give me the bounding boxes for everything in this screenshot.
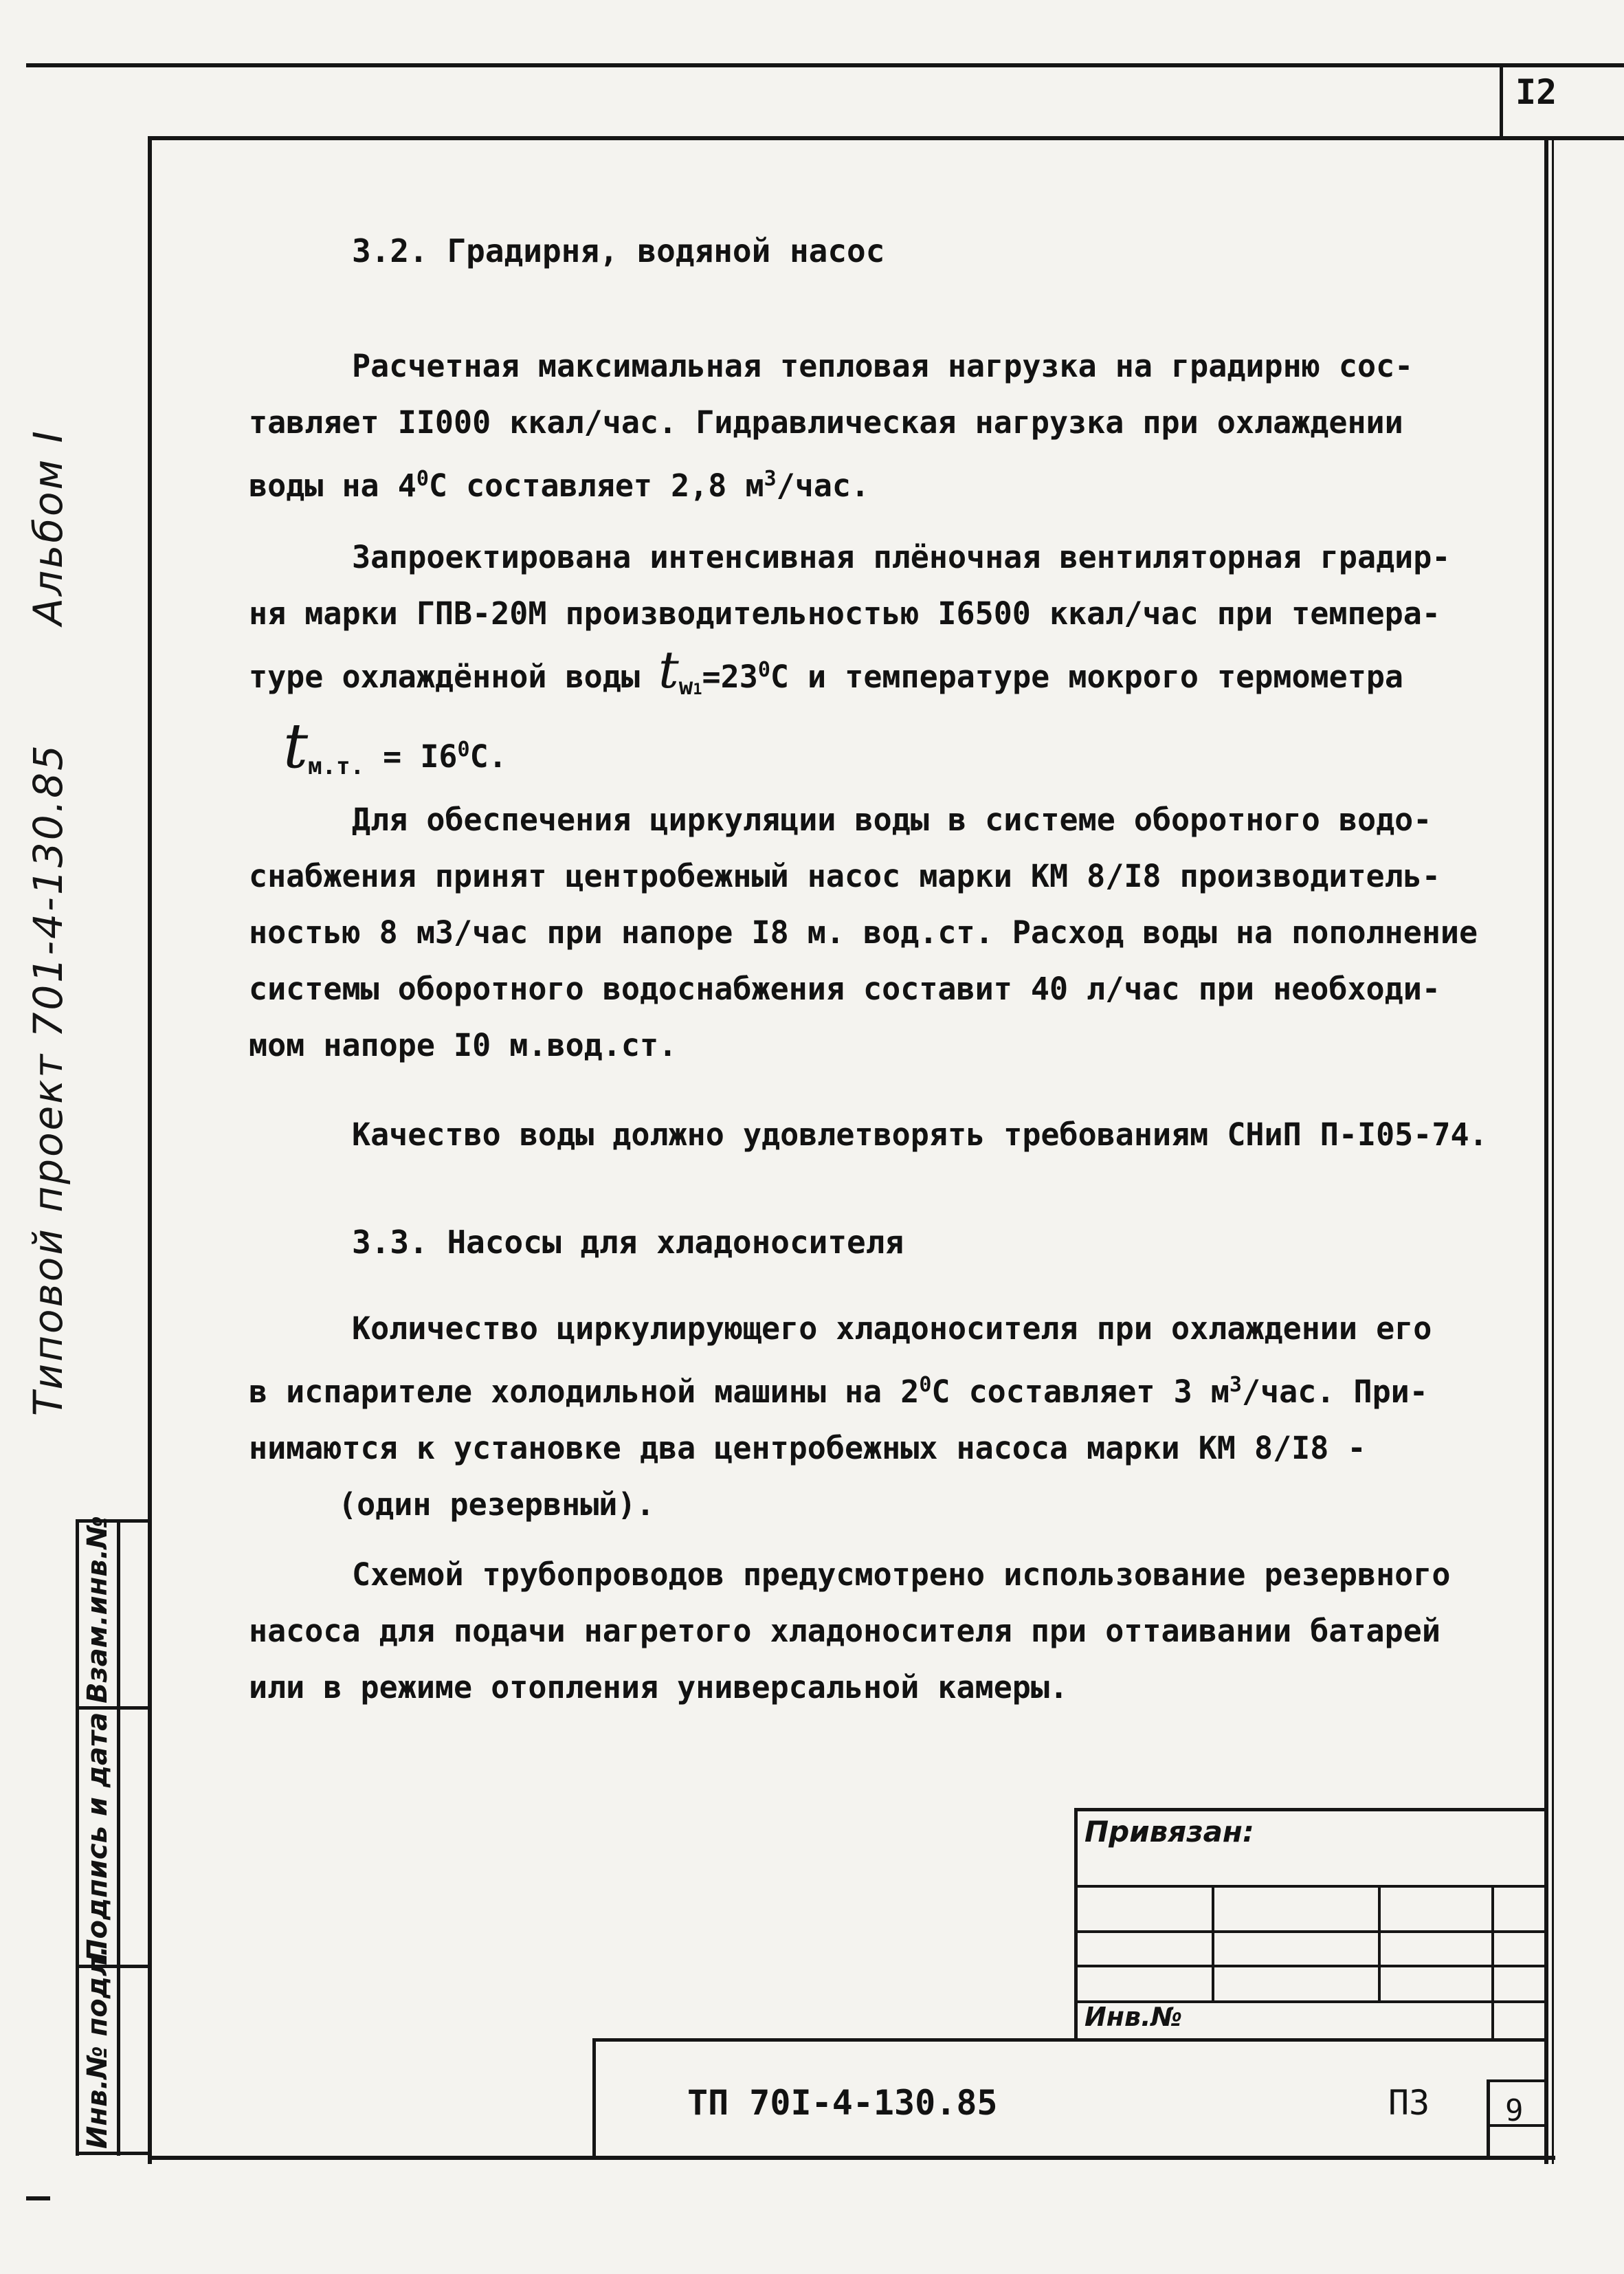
tb-sheet-divider bbox=[1487, 2079, 1490, 2159]
tb-main-top bbox=[592, 2038, 1548, 2042]
stamp-left-bottom bbox=[76, 2152, 151, 2155]
tb-inv-label: Инв.№ bbox=[1084, 2002, 1183, 2032]
frame-right-outer bbox=[1552, 136, 1554, 2164]
text-line: системы оборотного водоснабжения составит 40 л/час при необходи- bbox=[249, 971, 1441, 1007]
text-line bbox=[283, 710, 1541, 795]
text-line: мом напоре I0 м.вод.ст. bbox=[249, 1027, 678, 1063]
stamp-inv-label: Инв.№ подл. bbox=[82, 1945, 113, 2149]
tb-privyazan-left bbox=[1074, 1808, 1078, 2042]
text-line: насоса для подачи нагретого хладоносителя при оттаивании батарей bbox=[249, 1613, 1441, 1649]
stamp-vzam-label: Взам.инв.№ bbox=[82, 1516, 113, 1703]
text-line: нимаются к установке два центробежных насоса марки КМ 8/I8 - bbox=[249, 1430, 1366, 1466]
formula-sub: w bbox=[678, 673, 693, 700]
tb-col-3 bbox=[1491, 1885, 1494, 2042]
tb-row-2 bbox=[1074, 1930, 1548, 1933]
stamp-left-mid bbox=[117, 1519, 120, 2156]
section-33-paragraph-2 bbox=[249, 1547, 1541, 1716]
text-line: ня марки ГПВ-20М производительностью I6500 ккал/час при темпера- bbox=[249, 595, 1441, 632]
text-line: Схемой трубопроводов предусмотрено использование резервного bbox=[352, 1556, 1451, 1593]
text-line: Количество циркулирующего хладоносителя при охлаждении его bbox=[352, 1310, 1432, 1347]
superscript: 0 bbox=[919, 1373, 932, 1397]
sidebar-album: Альбом I bbox=[25, 429, 71, 626]
text-fragment: С. bbox=[469, 738, 507, 775]
superscript: 3 bbox=[764, 467, 777, 491]
text-line bbox=[249, 642, 1541, 718]
section-32-paragraph-2 bbox=[249, 529, 1541, 795]
formula-sub: м.т. bbox=[308, 753, 365, 780]
top-border-line bbox=[26, 63, 1624, 67]
text-fragment: С составляет 3 м bbox=[931, 1373, 1230, 1410]
text-line bbox=[249, 1357, 1541, 1420]
text-fragment: туре охлаждённой воды bbox=[249, 659, 640, 695]
text-line: (один резервный). bbox=[338, 1486, 655, 1523]
page-number-top: I2 bbox=[1515, 72, 1557, 112]
text-fragment: С и температуре мокрого термометра bbox=[770, 659, 1404, 695]
text-fragment: /час. При- bbox=[1241, 1373, 1428, 1410]
superscript: 3 bbox=[1229, 1373, 1242, 1397]
frame-right-inner bbox=[1544, 136, 1548, 2164]
section-32-heading: 3.2. Градирня, водяной насос bbox=[352, 232, 885, 269]
formula-subsub: 1 bbox=[693, 681, 702, 698]
text-line: или в режиме отопления универсальной камеры. bbox=[249, 1669, 1069, 1706]
frame-top bbox=[148, 136, 1624, 140]
frame-left bbox=[148, 136, 152, 2164]
text-line: Запроектирована интенсивная плёночная вентиляторная градир- bbox=[352, 539, 1451, 575]
tb-privyazan-top bbox=[1074, 1808, 1548, 1811]
text-line: Качество воды должно удовлетворять требованиям СНиП П-I05-74. bbox=[352, 1116, 1488, 1153]
section-33-heading: 3.3. Насосы для хладоносителя bbox=[352, 1224, 904, 1261]
tb-col-2 bbox=[1378, 1885, 1381, 2000]
section-33-paragraph-1 bbox=[249, 1301, 1541, 1533]
page-number-box-left bbox=[1500, 63, 1503, 139]
text-fragment: =23 bbox=[702, 659, 758, 695]
text-fragment: С составляет 2,8 м bbox=[428, 467, 764, 504]
section-32-paragraph-4 bbox=[249, 1107, 1541, 1163]
sidebar-title: Типовой проект 701-4-130.85 bbox=[25, 743, 71, 1416]
sidebar-project-label bbox=[25, 429, 71, 1416]
tb-main-left bbox=[592, 2038, 596, 2159]
stamp-podpis-label: Подпись и дата bbox=[82, 1712, 113, 1962]
text-line: Расчетная максимальная тепловая нагрузка на градирню сос- bbox=[352, 348, 1414, 384]
tb-row-3 bbox=[1074, 1965, 1548, 1967]
tb-sheet-number: 9 bbox=[1505, 2093, 1524, 2128]
tb-doc-code: ТП 70I-4-130.85 bbox=[687, 2083, 998, 2123]
text-line: тавляет II000 ккал/час. Гидравлическая нагрузка при охлаждении bbox=[249, 404, 1403, 441]
tb-col-1 bbox=[1212, 1885, 1214, 2000]
bottom-left-tick bbox=[26, 2196, 50, 2200]
frame-bottom bbox=[148, 2156, 1555, 2160]
text-fragment: = I6 bbox=[364, 738, 458, 775]
text-line bbox=[249, 451, 1541, 514]
section-32-paragraph-3 bbox=[249, 792, 1541, 1074]
superscript: 0 bbox=[416, 467, 429, 491]
formula-t-mt: t bbox=[283, 710, 309, 782]
text-fragment: /час. bbox=[776, 467, 870, 504]
superscript: 0 bbox=[757, 658, 770, 682]
text-line: снабжения принят центробежный насос марки КМ 8/I8 производитель- bbox=[249, 858, 1441, 894]
section-32-paragraph-1 bbox=[249, 338, 1541, 514]
tb-sheet-num-top bbox=[1487, 2079, 1548, 2082]
tb-sheet-type: ПЗ bbox=[1388, 2083, 1430, 2123]
tb-row-1 bbox=[1074, 1885, 1548, 1888]
text-line: ностью 8 м3/час при напоре I8 м. вод.ст. Расход воды на пополнение bbox=[249, 914, 1478, 951]
stamp-left-outer bbox=[76, 1519, 79, 2156]
text-line: Для обеспечения циркуляции воды в системе оборотного водо- bbox=[352, 802, 1432, 838]
text-fragment: воды на 4 bbox=[249, 467, 416, 504]
stamp-left-div1 bbox=[76, 1706, 151, 1710]
formula-t-w1: t bbox=[658, 641, 679, 700]
tb-privyazan-label: Привязан: bbox=[1084, 1815, 1254, 1848]
superscript: 0 bbox=[457, 738, 470, 762]
text-fragment: в испарителе холодильной машины на 2 bbox=[249, 1373, 920, 1410]
